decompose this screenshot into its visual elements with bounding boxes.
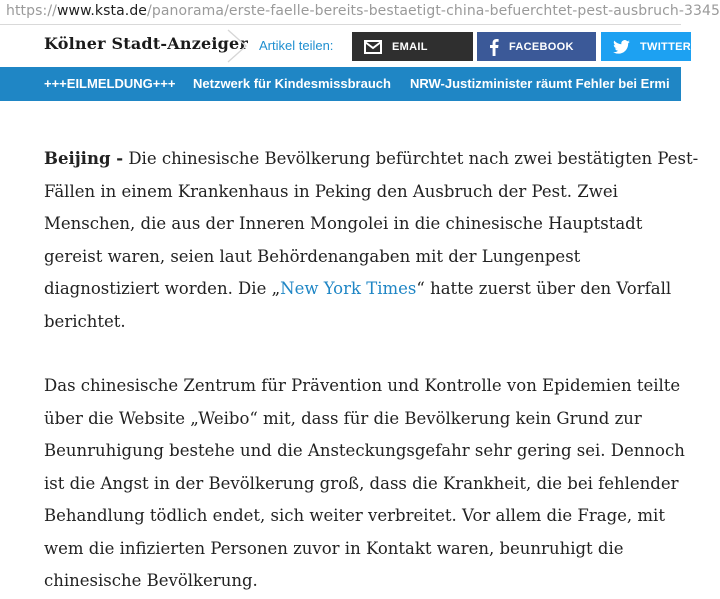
dateline: Beijing - (44, 149, 124, 168)
twitter-icon (613, 40, 630, 54)
article-paragraph (44, 143, 699, 338)
text-segment: Die chinesische Bevölkerung befürchtet nach zwei bestätigten Pest- (123, 149, 699, 168)
share-email-button[interactable] (352, 32, 473, 61)
url-host: www.ksta.de (56, 3, 148, 19)
text-segment: “ hatte zuerst über den Vorfall (416, 279, 672, 298)
article-paragraph (44, 370, 684, 598)
text-line: chinesische Bevölkerung. (44, 571, 258, 590)
text-segment: diagnostiziert worden. Die „ (44, 279, 281, 298)
site-header (0, 25, 691, 67)
share-twitter-label: TWITTER (640, 40, 691, 53)
facebook-icon (489, 38, 499, 56)
text-line: ist die Angst in der Bevölkerung groß, dass die Krankheit, die bei fehlender (44, 473, 679, 493)
address-bar[interactable] (0, 0, 720, 25)
text-line: Behandlung tödlich endet, sich weiter verbreitet. Vor allem die Frage, mit (44, 506, 665, 525)
breaking-news-ticker (0, 67, 681, 101)
text-line: wem die infizierten Personen zuvor in Kontakt waren, beunruhigt die (44, 538, 624, 558)
share-label: Artikel teilen: (259, 38, 334, 53)
text-line: Das chinesische Zentrum für Prävention und Kontrolle von Epidemien teilte (44, 376, 681, 395)
chevron-right-icon (224, 30, 252, 62)
url-text[interactable] (6, 3, 720, 19)
ticker-item[interactable]: NRW-Justizminister räumt Fehler bei Ermi (410, 76, 670, 91)
share-twitter-button[interactable] (601, 32, 691, 61)
share-facebook-label: FACEBOOK (509, 40, 574, 53)
text-line: Fällen in einem Krankenhaus in Peking den Ausbruch der Pest. Zwei (44, 181, 618, 201)
nyt-link[interactable]: New York Times (280, 279, 417, 298)
ticker-item[interactable]: Netzwerk für Kindesmissbrauch (193, 76, 391, 91)
text-line (44, 143, 699, 176)
site-logo[interactable]: Kölner Stadt-Anzeiger (44, 34, 249, 53)
article-body (44, 143, 699, 598)
text-line: berichtet. (44, 311, 126, 331)
breaking-news-badge: +++EILMELDUNG+++ (44, 76, 176, 91)
url-path: /panorama/erste-faelle-bereits-bestaetigt-china-befuerchtet-pest-ausbruch-3345 (147, 3, 720, 19)
text-line: gereist waren, seien laut Behördenangaben mit der Lungenpest (44, 246, 581, 266)
share-facebook-button[interactable] (477, 32, 596, 61)
text-line: Menschen, die aus der Inneren Mongolei in die chinesische Hauptstadt (44, 214, 643, 233)
share-email-label: EMAIL (392, 40, 428, 53)
text-line: Beunruhigung bestehe und die Ansteckungsgefahr sehr gering sei. Dennoch (44, 441, 685, 460)
mail-icon (364, 40, 382, 54)
text-line (44, 273, 684, 306)
text-line: über die Website „Weibo“ mit, dass für die Bevölkerung kein Grund zur (44, 408, 642, 428)
url-scheme: https:// (6, 3, 57, 19)
